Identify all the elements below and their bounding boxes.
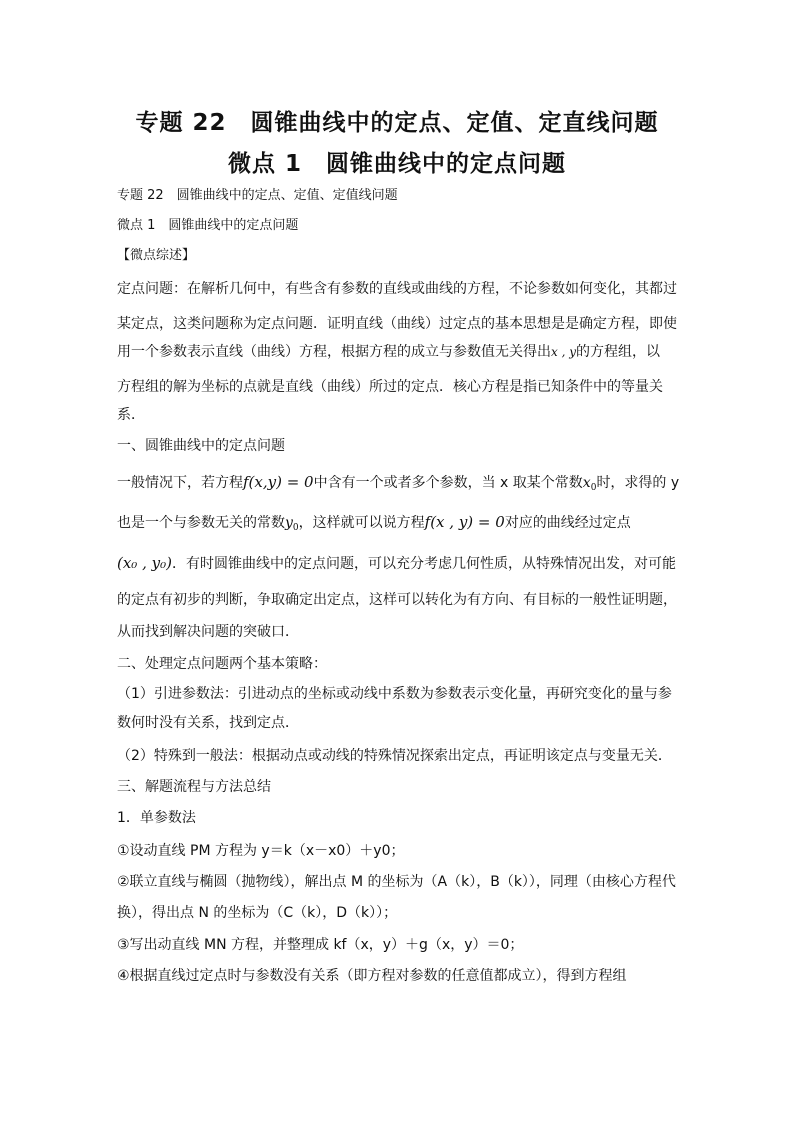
intro-line-3-text-a: 用一个参数表示直线（曲线）方程，根据方程的成立与参数值无关得出 [117,344,551,360]
math-x0-sub: 0 [590,483,597,493]
intro-line-2: 某定点，这类问题称为定点问题．证明直线（曲线）过定点的基本思想是是确定方程，即使 [117,316,677,332]
s1-text-c: 时，求得的 y [596,475,680,491]
section1-para-line-5: 从而找到解决问题的突破口． [117,624,299,640]
intro-line-1: 定点问题：在解析几何中，有些含有参数的直线或曲线的方程，不论参数如何变化，其都过 [117,281,677,297]
math-x0 [583,475,597,491]
intro-math-xy: x , y [551,345,576,359]
s1-text-e: ，这样就可以说方程 [298,515,425,531]
s1-text-f: 对应的曲线经过定点 [504,515,631,531]
section1-para-line-1 [117,472,687,498]
strategy-1-line-2: 数何时没有关系，找到定点． [117,715,299,731]
math-point-x0-y0: (x₀ , y₀) [117,554,172,572]
intro-line-4: 方程组的解为坐标的点就是直线（曲线）所过的定点．核心方程是指已知条件中的等量关 [117,379,663,395]
section1-heading: 一、圆锥曲线中的定点问题 [117,438,285,454]
s1-text-a: 一般情况下，若方程 [117,475,243,491]
intro-line-5: 系． [117,407,145,423]
method-1-heading: 1．单参数法 [117,810,196,826]
math-fxy-eq-0-b: f(x , y) = 0 [424,513,505,531]
math-y0 [285,515,299,531]
main-title: 专题 22 圆锥曲线中的定点、定值、定直线问题 [135,110,659,136]
step-2-line-1: ②联立直线与椭圆（抛物线），解出点 M 的坐标为（A（k），B（k）），同理（由核心方程代 [117,874,676,890]
section1-para-line-4: 的定点有初步的判断，争取确定出定点，这样可以转化为有方向、有目标的一般性证明题， [117,592,677,608]
section1-para-line-2 [117,512,687,538]
s1-text-d: 也是一个与参数无关的常数 [117,515,285,531]
math-y0-base: y [285,515,293,531]
s1-text-g: ．有时圆锥曲线中的定点问题，可以充分考虑几何性质，从特殊情况出发，对可能 [171,556,676,572]
strategy-1-line-1: （1）引进参数法：引进动点的坐标或动线中系数为参数表示变化量，再研究变化的量与参 [117,686,672,702]
header-topic: 专题 22 圆锥曲线中的定点、定值、定值线问题 [117,188,398,203]
section-label: 【微点综述】 [117,248,196,263]
sub-title: 微点 1 圆锥曲线中的定点问题 [227,151,566,177]
math-fxy-eq-0: f(x,y) = 0 [243,473,314,491]
math-y0-sub: 0 [292,523,299,533]
step-1: ①设动直线 PM 方程为 y＝k（x－x0）＋y0； [117,843,405,859]
intro-line-3-text-b: 的方程组，以 [576,344,660,360]
intro-line-3 [117,342,687,362]
section2-heading: 二、处理定点问题两个基本策略： [117,656,327,672]
step-4: ④根据直线过定点时与参数没有关系（即方程对参数的任意值都成立），得到方程组 [117,968,627,984]
step-2-line-2: 换），得出点 N 的坐标为（C（k），D（k））； [117,905,398,921]
section1-para-line-3 [117,553,687,574]
header-subtopic: 微点 1 圆锥曲线中的定点问题 [117,218,299,233]
step-3: ③写出动直线 MN 方程，并整理成 kf（x，y）＋g（x，y）＝0； [117,937,524,953]
strategy-2: （2）特殊到一般法：根据动点或动线的特殊情况探索出定点，再证明该定点与变量无关． [117,748,672,764]
section3-heading: 三、解题流程与方法总结 [117,779,271,795]
math-x0-base: x [582,475,591,491]
s1-text-b: 中含有一个或者多个参数，当 x 取某个常数 [313,475,583,491]
